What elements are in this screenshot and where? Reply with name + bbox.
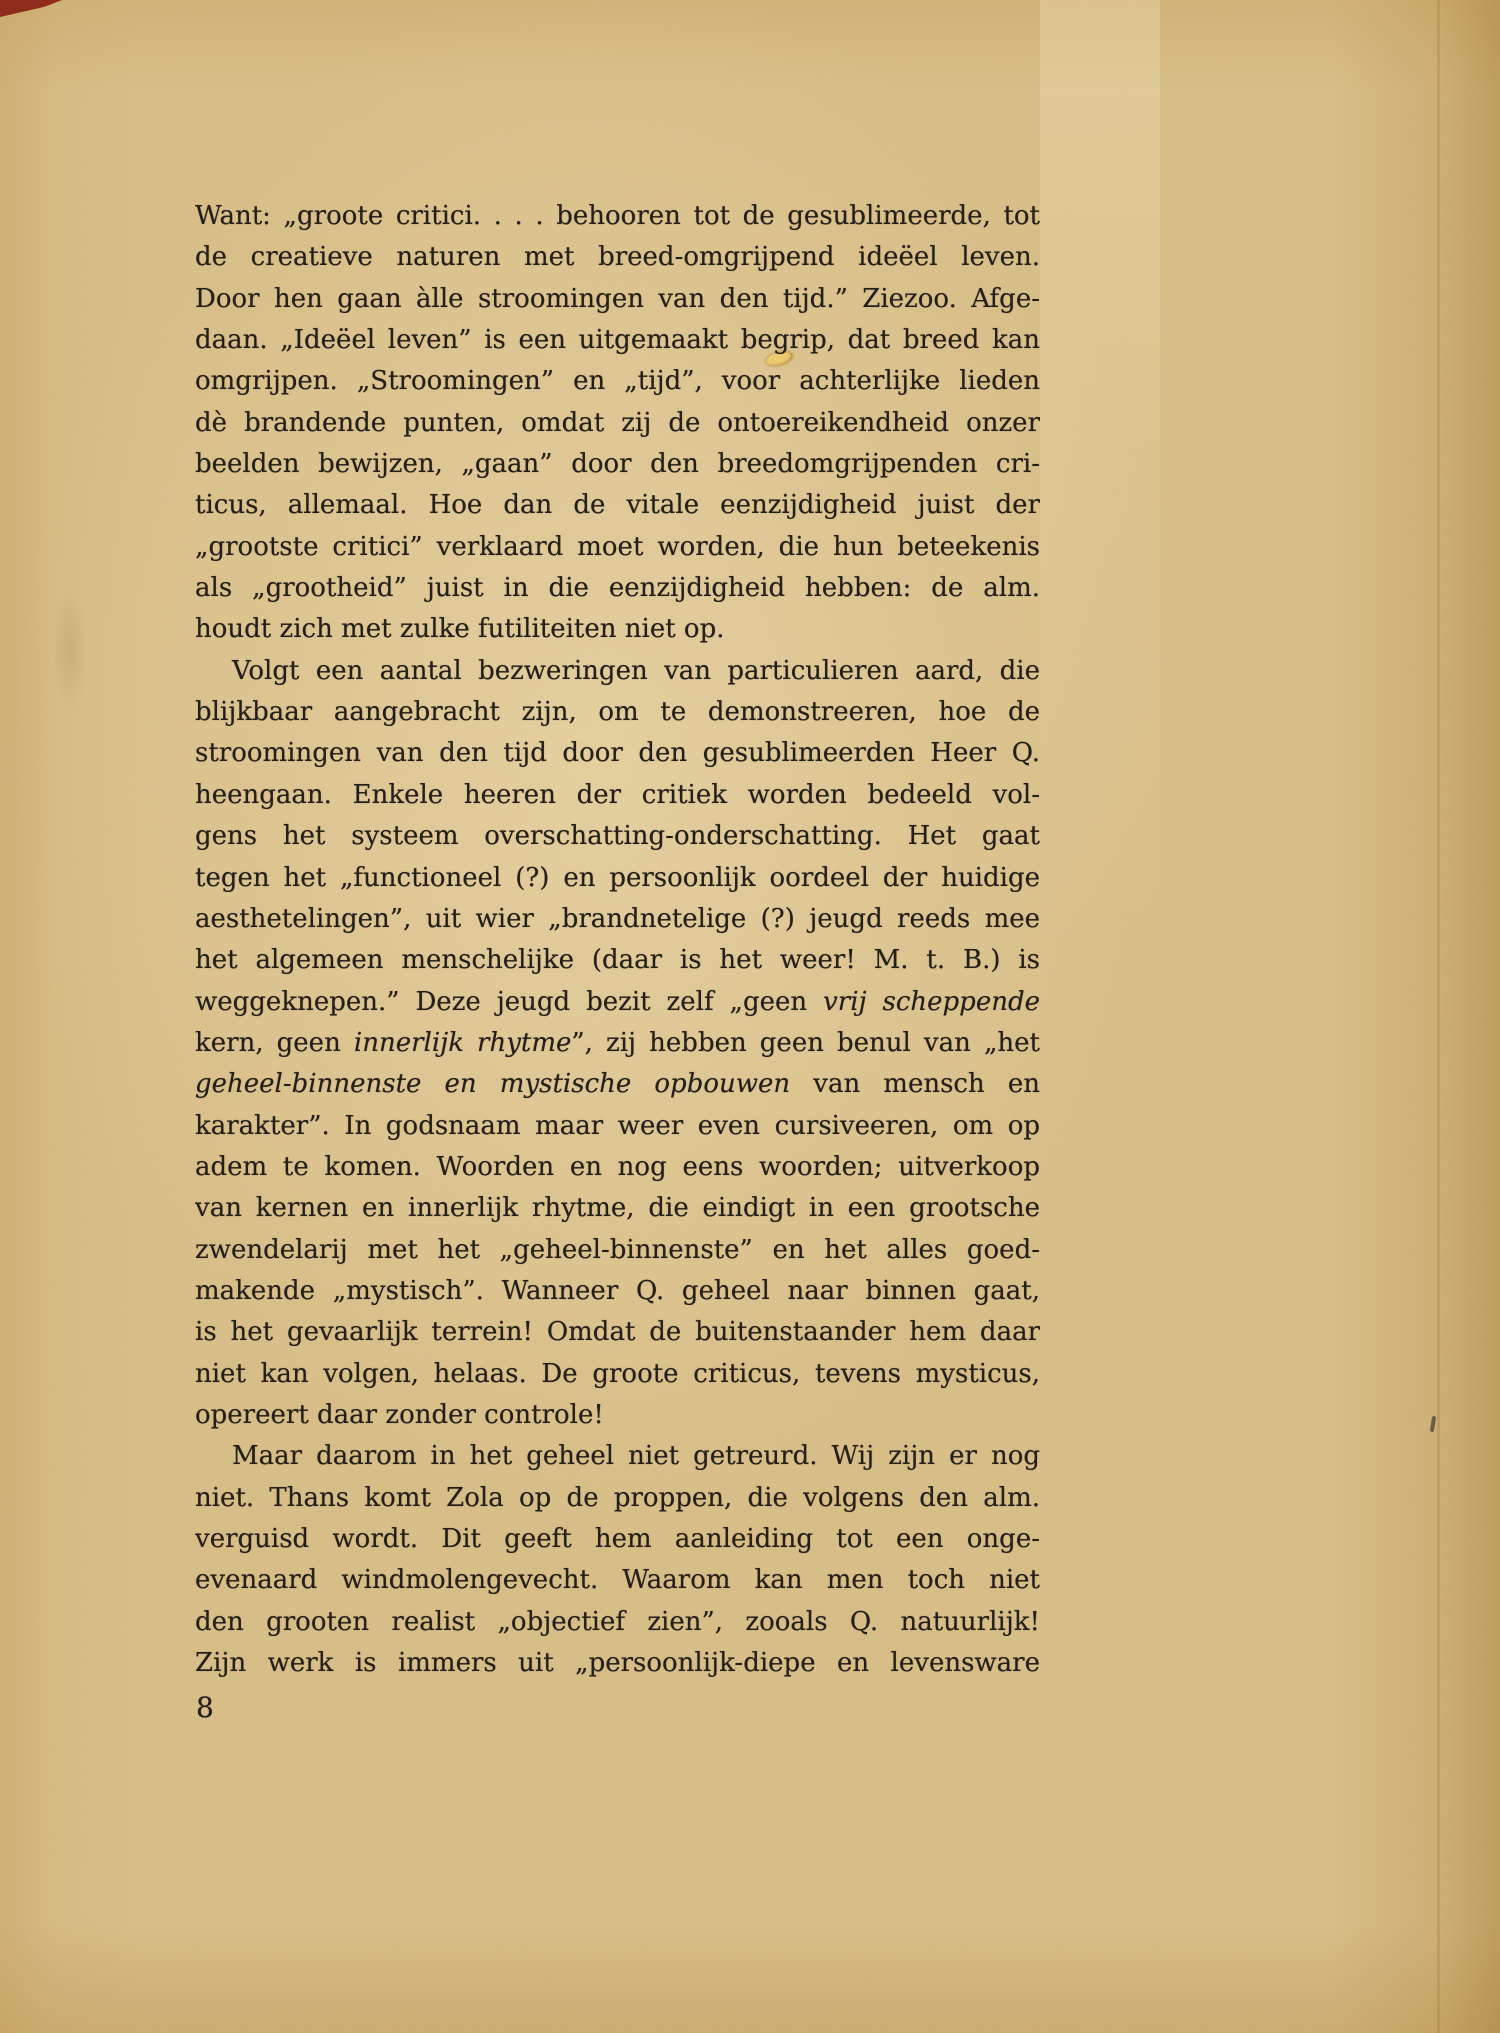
text-line: heengaan. Enkele heeren der critiek worden bedeeld vol- [195,779,1040,810]
text-line: geheel-binnenste en mystische opbouwen van mensch en [195,1069,1040,1100]
page-number: 8 [196,1691,214,1724]
text-line: den grooten realist „objectief zien”, zooals Q. natuurlijk! [195,1606,1040,1637]
text-line: gens het systeem overschatting-onderschatting. Het gaat [195,821,1040,852]
text-line: houdt zich met zulke futiliteiten niet op. [195,614,725,645]
text-line: omgrijpen. „Stroomingen” en „tijd”, voor achterlijke lieden [195,366,1040,397]
text-line: Want: „groote critici. . . . behooren tot de gesublimeerde, tot [195,201,1040,231]
text-line: verguisd wordt. Dit geeft hem aanleiding tot een onge- [195,1524,1040,1554]
text-line: dè brandende punten, omdat zij de ontoereikendheid onzer [195,407,1040,438]
text-line: „grootste critici” verklaard moet worden, die hun beteekenis [195,531,1040,562]
text-line: niet. Thans komt Zola op de proppen, die volgens den alm. [195,1482,1040,1513]
text-line: Zijn werk is immers uit „persoonlijk-diepe en levensware [195,1648,1040,1679]
text-line: is het gevaarlijk terrein! Omdat de buitenstaander hem daar [195,1317,1040,1348]
text-line: Volgt een aantal bezweringen van particulieren aard, die [232,655,1040,686]
text-line: adem te komen. Woorden en nog eens woorden; uitverkoop [195,1151,1040,1182]
text-line: Maar daarom in het geheel niet getreurd. Wij zijn er nog [232,1441,1040,1472]
text-line: evenaard windmolengevecht. Waarom kan men toch niet [195,1565,1040,1596]
text-line: de creatieve naturen met breed-omgrijpend ideëel leven. [195,242,1040,273]
text-line: blijkbaar aangebracht zijn, om te demonstreeren, hoe de [195,697,1040,728]
paper-light-streak [1040,0,1160,950]
text-line: het algemeen menschelijke (daar is het weer! M. t. B.) is [195,945,1040,976]
text-line: Door hen gaan àlle stroomingen van den tijd.” Ziezoo. Afge- [195,283,1040,314]
text-line: weggeknepen.” Deze jeugd bezit zelf „geen vrij scheppende [195,986,1040,1017]
text-line: kern, geen innerlijk rhytme”, zij hebben geen benul van „het [195,1027,1040,1058]
text-line: daan. „Ideëel leven” is een uitgemaakt begrip, dat breed kan [195,325,1040,356]
text-line: aesthetelingen”, uit wier „brandnetelige (?) jeugd reeds mee [195,903,1040,934]
text-line: zwendelarij met het „geheel-binnenste” en het alles goed- [195,1234,1040,1265]
text-line: makende „mystisch”. Wanneer Q. geheel naar binnen gaat, [195,1275,1040,1306]
page-edge-crease [1437,0,1440,2033]
text-line: stroomingen van den tijd door den gesublimeerden Heer Q. [195,738,1040,769]
text-line: tegen het „functioneel (?) en persoonlijk oordeel der huidige [195,862,1040,893]
text-line: als „grootheid” juist in die eenzijdigheid hebben: de alm. [195,573,1040,604]
text-line: opereert daar zonder controle! [195,1399,604,1430]
text-line: beelden bewijzen, „gaan” door den breedomgrijpenden cri- [195,449,1040,480]
paper-smudge [52,590,88,710]
text-block [195,196,1040,1684]
text-line: van kernen en innerlijk rhytme, die eindigt in een grootsche [195,1193,1040,1224]
text-line: karakter”. In godsnaam maar weer even cursiveeren, om op [195,1110,1040,1141]
text-line: ticus, allemaal. Hoe dan de vitale eenzijdigheid juist der [195,490,1040,521]
text-line: niet kan volgen, helaas. De groote criticus, tevens mysticus, [195,1358,1040,1389]
